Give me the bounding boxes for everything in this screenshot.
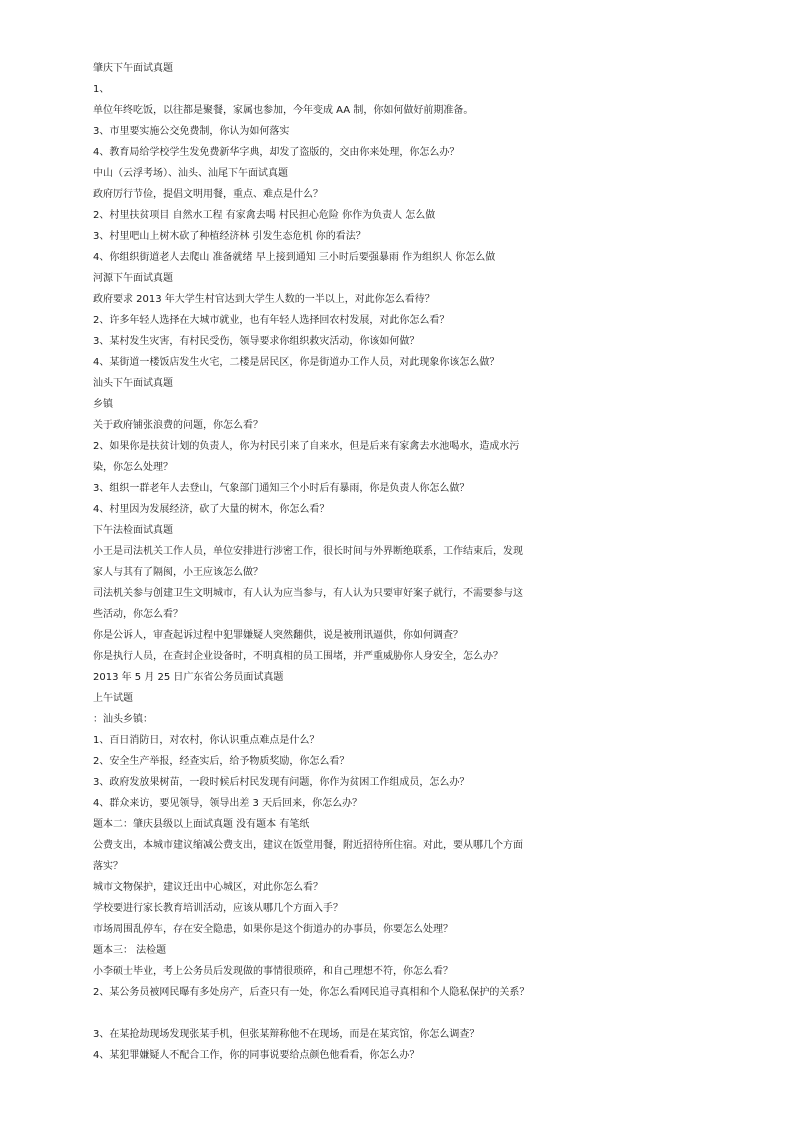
text-line: 市场周围乱停车，存在安全隐患，如果你是这个街道办的办事员，你要怎么处理？ — [93, 924, 453, 935]
text-line: 3、政府发放果树苗，一段时候后村民发现有问题，你作为贫困工作组成员，怎么办？ — [93, 777, 470, 788]
text-line: 乡镇 — [93, 399, 113, 410]
text-line: 肇庆下午面试真题 — [93, 63, 173, 74]
text-line: 政府厉行节俭，提倡文明用餐，重点、难点是什么？ — [93, 189, 323, 200]
text-line: 2、安全生产举报，经查实后，给予物质奖励，你怎么看？ — [93, 756, 350, 767]
text-line: ：汕头乡镇： — [93, 714, 153, 725]
text-line: 2、如果你是扶贫计划的负责人，你为村民引来了自来水，但是后来有家禽去水池喝水，造成水污 — [93, 441, 520, 452]
text-line: 4、你组织街道老人去爬山 准备就绪 早上接到通知 三小时后要强暴雨 作为组织人 你怎么做 — [93, 252, 496, 263]
text-line: 些活动，你怎么看？ — [93, 609, 183, 620]
text-line: 3、市里要实施公交免费制，你认为如何落实 — [93, 126, 290, 137]
text-line: 小王是司法机关工作人员，单位安排进行涉密工作，很长时间与外界断绝联系，工作结束后，发现 — [93, 546, 523, 557]
text-line: 1、百日消防日，对农村，你认识重点难点是什么？ — [93, 735, 320, 746]
text-line: 司法机关参与创建卫生文明城市，有人认为应当参与，有人认为只要审好案子就行，不需要参与这 — [93, 588, 523, 599]
text-line: 题本三： 法检题 — [93, 945, 167, 956]
text-line: 1、 — [93, 84, 110, 95]
text-line: 2、许多年轻人选择在大城市就业，也有年轻人选择回农村发展，对此你怎么看？ — [93, 315, 450, 326]
text-line: 下午法检面试真题 — [93, 525, 173, 536]
text-line: 家人与其有了隔阂，小王应该怎么做？ — [93, 567, 263, 578]
text-line: 4、村里因为发展经济，砍了大量的树木，你怎么看？ — [93, 504, 330, 515]
text-line: 城市文物保护，建议迁出中心城区，对此你怎么看？ — [93, 882, 323, 893]
text-line: 3、村里吧山上树木砍了种植经济林 引发生态危机 你的看法？ — [93, 231, 366, 242]
text-line: 关于政府铺张浪费的问题，你怎么看？ — [93, 420, 263, 431]
text-line: 你是执行人员，在查封企业设备时，不明真相的员工围堵，并严重威胁你人身安全，怎么办？ — [93, 651, 503, 662]
text-line: 4、某街道一楼饭店发生火宅，二楼是居民区，你是街道办工作人员，对此现象你该怎么做？ — [93, 357, 500, 368]
text-line: 中山（云浮考场）、汕头、汕尾下午面试真题 — [93, 168, 288, 179]
text-line: 河源下午面试真题 — [93, 273, 173, 284]
text-line: 上午试题 — [93, 693, 133, 704]
text-line: 4、某犯罪嫌疑人不配合工作，你的同事说要给点颜色他看看，你怎么办？ — [93, 1050, 420, 1061]
text-line: 2、某公务员被网民曝有多处房产，后查只有一处，你怎么看网民追寻真相和个人隐私保护的关系？ — [93, 987, 530, 998]
text-line: 公费支出，本城市建议缩减公费支出，建议在饭堂用餐，附近招待所住宿。对此，要从哪几个方面 — [93, 840, 523, 851]
text-line: 3、在某抢劫现场发现张某手机，但张某辩称他不在现场，而是在某宾馆，你怎么调查？ — [93, 1029, 480, 1040]
text-line: 学校要进行家长教育培训活动，应该从哪几个方面入手？ — [93, 903, 343, 914]
text-line: 单位年终吃饭，以往都是聚餐，家属也参加，今年变成 AA 制，你如何做好前期准备。 — [93, 105, 474, 116]
text-line: 汕头下午面试真题 — [93, 378, 173, 389]
text-line: 3、组织一群老年人去登山，气象部门通知三个小时后有暴雨，你是负责人你怎么做？ — [93, 483, 470, 494]
text-line: 4、教育局给学校学生发免费新华字典，却发了盗版的，交由你来处理，你怎么办？ — [93, 147, 460, 158]
text-line: 你是公诉人，审查起诉过程中犯罪嫌疑人突然翻供，说是被刑讯逼供，你如何调查？ — [93, 630, 463, 641]
text-line: 2、村里扶贫项目 自然水工程 有家禽去喝 村民担心危险 你作为负责人 怎么做 — [93, 210, 436, 221]
text-line: 染，你怎么处理？ — [93, 462, 173, 473]
text-line: 题本二：肇庆县级以上面试真题 没有题本 有笔纸 — [93, 819, 310, 830]
text-line: 政府要求 2013 年大学生村官达到大学生人数的一半以上，对此你怎么看待？ — [93, 294, 435, 305]
document-body — [93, 58, 713, 1066]
text-line: 3、某村发生灾害，有村民受伤，领导要求你组织救灾活动，你该如何做？ — [93, 336, 420, 347]
text-line: 落实？ — [93, 861, 123, 872]
text-line: 2013 年 5 月 25 日广东省公务员面试真题 — [93, 672, 284, 683]
text-line: 4、群众来访，要见领导，领导出差 3 天后回来，你怎么办？ — [93, 798, 363, 809]
text-line: 小李硕士毕业，考上公务员后发现做的事情很琐碎，和自己理想不符，你怎么看？ — [93, 966, 453, 977]
blank-line — [93, 1003, 713, 1024]
